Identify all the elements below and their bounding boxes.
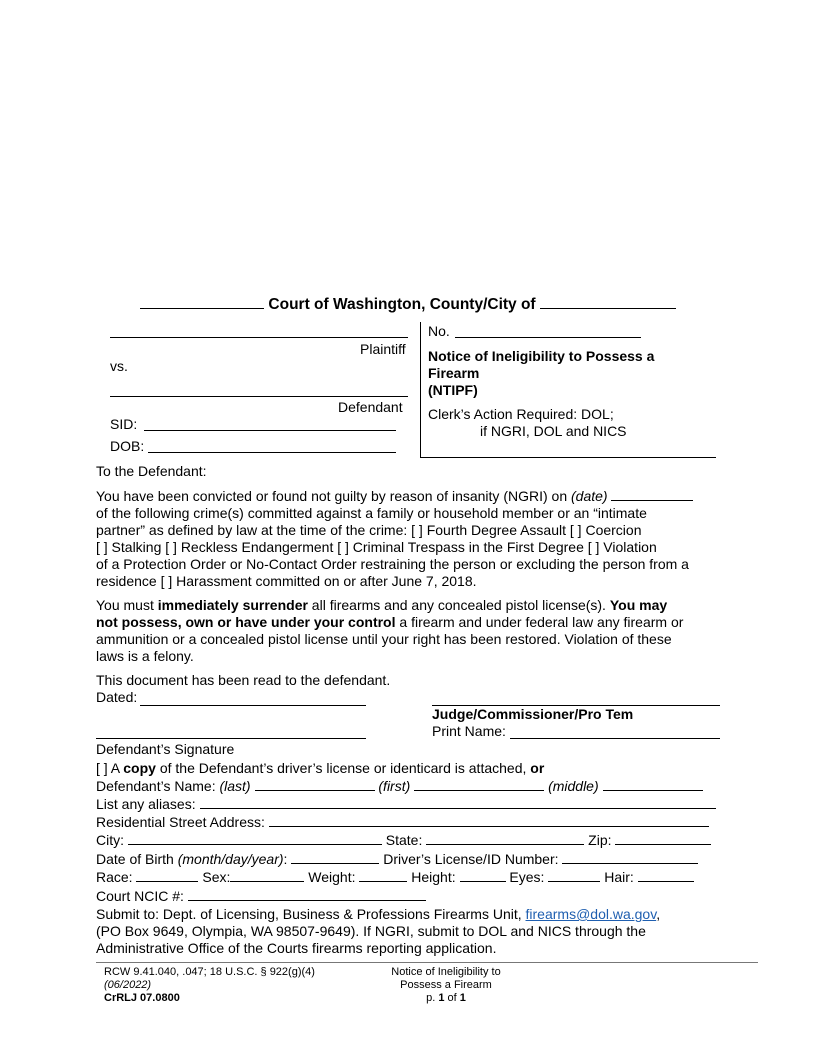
page-total: 1 [459, 992, 466, 1004]
hair-label: Hair: [604, 869, 634, 885]
aliases-line[interactable] [200, 796, 716, 809]
aliases-row [96, 796, 722, 813]
footer-divider [96, 962, 758, 963]
race-label: Race: [96, 869, 133, 885]
dob-label: DOB: [110, 438, 145, 454]
document-title [428, 348, 654, 399]
height-line[interactable] [460, 869, 506, 882]
last-label: (last) [219, 778, 251, 794]
submit-line3: Administrative Office of the Courts firearms reporting application. [96, 940, 497, 956]
case-number-label: No. [428, 323, 450, 339]
ncic-line[interactable] [188, 888, 426, 901]
sid-line[interactable] [144, 430, 396, 431]
county-blank-line[interactable] [540, 296, 676, 309]
para1-line5: of a Protection Order or No-Contact Order restraining the person or excluding the person from a [96, 556, 689, 572]
plaintiff-line[interactable] [110, 337, 408, 338]
submit-line2: (PO Box 9649, Olympia, WA 98507-9649). If NGRI, submit to DOL and NICS through the [96, 923, 646, 939]
zip-label: Zip: [588, 832, 612, 848]
document-title-line1: Notice of Ineligibility to Possess a [428, 348, 655, 364]
clerk-action-line1: Clerk’s Action Required: DOL; [428, 406, 614, 422]
para1-line6: residence [ ] Harassment committed on or after June 7, 2018. [96, 573, 477, 589]
dob-label-c: : [283, 851, 288, 867]
sid-label: SID: [110, 416, 138, 432]
document-title-line2: Firearm [428, 365, 480, 381]
defendant-line[interactable] [110, 396, 408, 397]
city-row [96, 832, 722, 849]
copy-word: copy [123, 760, 156, 776]
page-prefix: p. [426, 992, 439, 1004]
page-title [0, 296, 816, 314]
footer-left [104, 966, 315, 1005]
address-line[interactable] [269, 814, 709, 827]
license-label: Driver’s License/ID Number: [383, 851, 559, 867]
para2-line4: laws is a felony. [96, 648, 194, 664]
middle-label: (middle) [548, 778, 599, 794]
para2-b: immediately surrender [157, 597, 308, 613]
footer-rcw: RCW 9.41.040, .047; 18 U.S.C. § 922(g)(4) [104, 966, 315, 978]
city-label: City: [96, 832, 124, 848]
sex-line[interactable] [230, 869, 304, 882]
eyes-line[interactable] [548, 869, 600, 882]
submit-line1: Submit to: Dept. of Licensing, Business & Professions Firearms Unit, [96, 906, 526, 922]
ncic-row [96, 888, 722, 905]
footer-form-number: CrRLJ 07.0800 [104, 992, 180, 1004]
dob-label-b: (month/day/year) [177, 851, 284, 867]
caption-bottom-line [420, 457, 716, 458]
document-code: (NTIPF) [428, 382, 478, 398]
para1-line1: You have been convicted or found not guilty by reason of insanity (NGRI) on [96, 488, 568, 504]
defendant-signature-label: Defendant’s Signature [96, 741, 235, 757]
defendant-name-row [96, 778, 722, 795]
eyes-label: Eyes: [509, 869, 545, 885]
dated-line[interactable] [140, 705, 366, 706]
zip-line[interactable] [615, 832, 711, 845]
caption-divider [420, 322, 421, 458]
para2-a: You must [96, 597, 158, 613]
sex-label: Sex: [202, 869, 231, 885]
case-number-line[interactable] [455, 337, 641, 338]
hair-line[interactable] [638, 869, 694, 882]
defendant-name-label: Defendant’s Name: [96, 778, 216, 794]
copy-text: of the Defendant’s driver’s license or identicard is attached, [155, 760, 531, 776]
address-label: Residential Street Address: [96, 814, 265, 830]
dated-label: Dated: [96, 689, 138, 705]
para1-line4: [ ] Stalking [ ] Reckless Endangerment [ ] Criminal Trespass in the First Degree [ ] Violation [96, 539, 657, 555]
vs-label: vs. [110, 358, 128, 374]
print-name-label: Print Name: [432, 723, 506, 739]
plaintiff-label: Plaintiff [360, 341, 406, 357]
dob-label-a: Date of Birth [96, 851, 178, 867]
para2-d: You may [609, 597, 668, 613]
defendant-label: Defendant [338, 399, 403, 415]
copy-attached-row[interactable] [96, 760, 722, 777]
footer-title-line1: Notice of Ineligibility to [391, 966, 501, 978]
footer-title-line2: Possess a Firearm [400, 979, 492, 991]
page-of: of [444, 992, 460, 1004]
weight-line[interactable] [359, 869, 407, 882]
court-blank-line[interactable] [140, 296, 264, 309]
race-line[interactable] [136, 869, 198, 882]
judge-label: Judge/Commissioner/Pro Tem [432, 706, 634, 722]
dob-license-row [96, 851, 722, 868]
last-name-line[interactable] [255, 778, 375, 791]
physical-row [96, 869, 722, 886]
height-label: Height: [411, 869, 456, 885]
state-label: State: [385, 832, 423, 848]
to-defendant: To the Defendant: [96, 463, 207, 479]
submit-line1-end: , [656, 906, 661, 922]
paragraph-conviction [96, 488, 724, 590]
footer-date: (06/2022) [104, 979, 152, 991]
middle-name-line[interactable] [603, 778, 703, 791]
address-row [96, 814, 722, 831]
para2-e: not possess, own or have under your control [96, 614, 396, 630]
license-line[interactable] [562, 851, 698, 864]
read-note: This document has been read to the defendant. [96, 672, 391, 688]
copy-checkbox: [ ] A [96, 760, 124, 776]
para1-line3: partner” as defined by law at the time of the crime: [ ] Fourth Degree Assault [ ] Coercion [96, 522, 642, 538]
state-line[interactable] [426, 832, 584, 845]
conviction-date-line[interactable] [611, 488, 693, 501]
paragraph-surrender [96, 597, 724, 665]
date-label: (date) [571, 488, 608, 504]
clerk-action [428, 406, 627, 440]
para2-f: a firearm and under federal law any firearm or [395, 614, 684, 630]
page-number: 1 [438, 992, 445, 1004]
print-name-line[interactable] [510, 738, 720, 739]
aliases-label: List any aliases: [96, 796, 196, 812]
defendant-signature-line[interactable] [96, 738, 366, 739]
weight-label: Weight: [308, 869, 356, 885]
para2-c: all firearms and any concealed pistol license(s). [307, 597, 610, 613]
firearms-email-link[interactable]: firearms@dol.wa.gov [525, 906, 657, 922]
city-line[interactable] [128, 832, 382, 845]
or-word: or [530, 760, 545, 776]
court-title-text: Court of Washington, County/City of [268, 296, 536, 313]
para2-line3: ammunition or a concealed pistol license until your right has been restored. Violation of these [96, 631, 672, 647]
footer-page [376, 992, 516, 1005]
para1-line2: of the following crime(s) committed against a family or household member or an “intimate [96, 505, 647, 521]
first-name-line[interactable] [414, 778, 544, 791]
footer-center [376, 966, 516, 1005]
ncic-label: Court NCIC #: [96, 888, 184, 904]
clerk-action-line2: if NGRI, DOL and NICS [480, 423, 627, 439]
submit-instructions [96, 906, 724, 957]
dob-line[interactable] [148, 452, 396, 453]
date-of-birth-line[interactable] [291, 851, 379, 864]
first-label: (first) [378, 778, 411, 794]
